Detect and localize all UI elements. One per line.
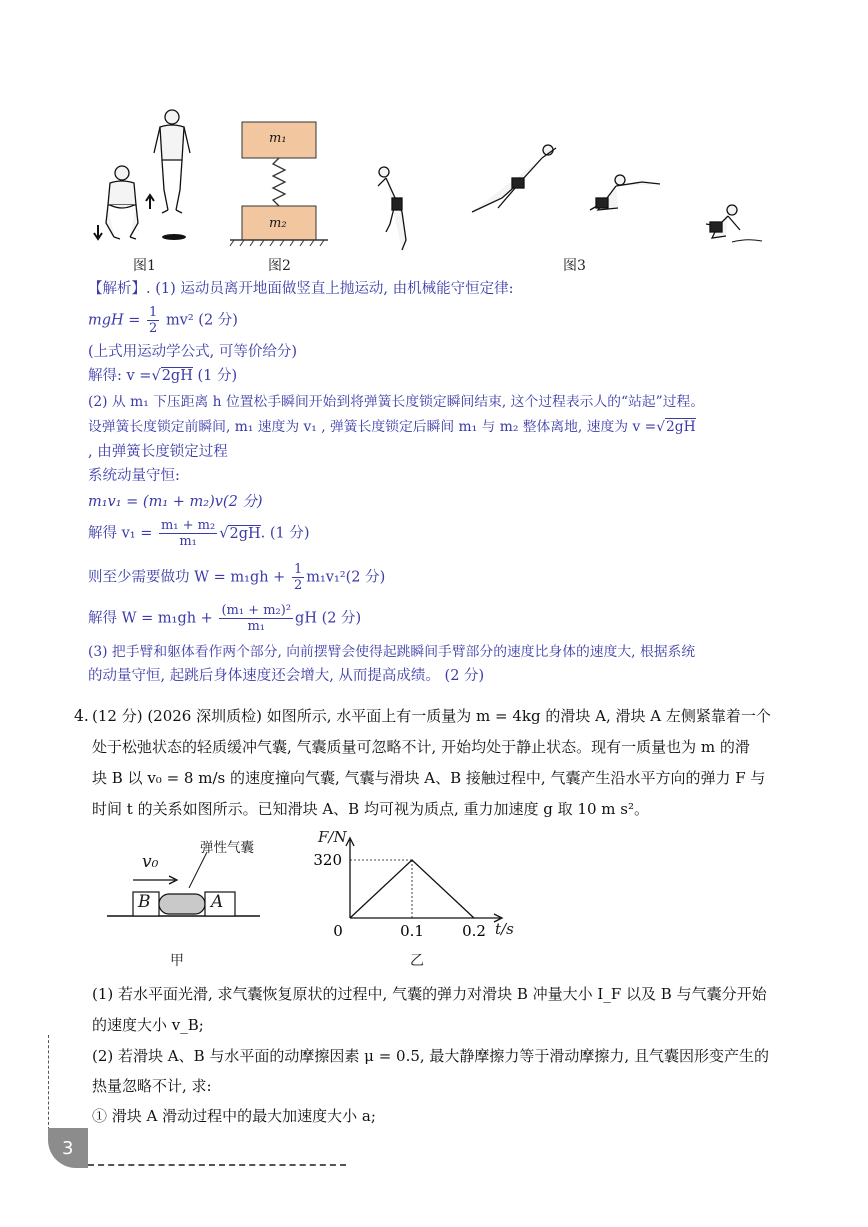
sqrt-sign: √ (151, 368, 161, 384)
fraction-num: (m₁ + m₂)² (221, 603, 292, 618)
fraction-mass-ratio (159, 518, 217, 549)
v0-label: v₀ (142, 852, 159, 872)
sol3-prefix: 解得 W = m₁gh + (88, 610, 213, 627)
sol2-suffix: . (1 分) (260, 525, 310, 542)
solution-header: 【解析】. (1) 运动员离开地面做竖直上抛运动, 由机械能守恒定律: (88, 281, 514, 297)
work-equation (88, 562, 385, 593)
figure-3-label: 图3 (563, 258, 586, 274)
fraction-num: m₁ + m₂ (160, 518, 216, 533)
equation-momentum: m₁v₁ = (m₁ + m₂)v(2 分) (88, 494, 263, 510)
fraction-half-2 (292, 562, 304, 593)
subquestion-1-line2: 的速度大小 v_B; (92, 1016, 204, 1034)
airbag-label: 弹性气囊 (200, 840, 254, 856)
figure-3-long-jump (372, 140, 772, 255)
block-a-label: A (211, 892, 224, 912)
sol2-prefix: 解得 v₁ = (88, 525, 153, 542)
subquestion-1-line1: (1) 若水平面光滑, 求气囊恢复原状的过程中, 气囊的弹力对滑块 B 冲量大小 I_F 以及 B 与气囊分开始 (92, 985, 767, 1003)
chart-ylabel: F/N (318, 828, 347, 846)
work-result (88, 603, 361, 634)
solution-v (88, 367, 237, 385)
airbag (159, 894, 205, 914)
part3-line2: 的动量守恒, 起跳后身体速度还会增大, 从而提高成绩。 (2 分) (88, 668, 485, 684)
chart-caption: 乙 (410, 953, 424, 969)
fraction-half (147, 305, 159, 336)
p2-line2-text: 设弹簧长度锁定前瞬间, m₁ 速度为 v₁ , 弹簧长度锁定后瞬间 m₁ 与 m₂ 整体离地, 速度为 v = (88, 419, 657, 435)
part2-line1: (2) 从 m₁ 下压距离 h 位置松手瞬间开始到将弹簧长度锁定瞬间结束, 这个过程表示人的“站起”过程。 (88, 394, 705, 410)
fraction-den: m₁ (179, 534, 197, 549)
x-tick-label: 0.1 (400, 922, 424, 940)
diagram-jia-caption: 甲 (170, 953, 184, 969)
fraction-den: 2 (293, 578, 303, 593)
subquestion-2-line2: 热量忽略不计, 求: (92, 1077, 212, 1095)
airbag-pointer (189, 852, 207, 888)
page-number: 3 (62, 1138, 74, 1159)
subquestion-2-item1: ① 滑块 A 滑动过程中的最大加速度大小 a; (92, 1107, 376, 1125)
p2-line2-sqrt: 2gH (666, 419, 696, 435)
work-suffix: m₁v₁²(2 分) (306, 569, 386, 586)
question-line1: (12 分) (2026 深圳质检) 如图所示, 水平面上有一质量为 m = 4kg 的滑块 A, 滑块 A 左侧紧靠着一个 (92, 707, 771, 725)
part3-line1: (3) 把手臂和躯体看作两个部分, 向前摆臂会使得起跳瞬间手臂部分的速度比身体的速度大, 根据系统 (88, 644, 696, 660)
figure-2-label: 图2 (268, 258, 291, 274)
question-line4: 时间 t 的关系如图所示。已知滑块 A、B 均可视为质点, 重力加速度 g 取 10 m s²。 (92, 800, 649, 818)
subquestion-2-line1: (2) 若滑块 A、B 与水平面的动摩擦因素 μ = 0.5, 最大静摩擦力等于滑动摩擦力, 且气囊因形变产生的 (92, 1047, 769, 1065)
work-prefix: 则至少需要做功 W = m₁gh + (88, 569, 286, 586)
part2-line4: 系统动量守恒: (88, 468, 180, 484)
block-m1-label: m₁ (269, 131, 287, 146)
sol1-suffix: (1 分) (197, 368, 238, 384)
block-b-label: B (138, 892, 151, 912)
bottom-dashed-line (88, 1164, 346, 1166)
fraction-den: m₁ (247, 619, 265, 634)
x-tick-label: 0 (333, 922, 343, 940)
fraction-mass-squared (219, 603, 293, 634)
sol1-sqrt: 2gH (161, 368, 193, 384)
y-tick-label: 320 (313, 851, 342, 869)
eq1-left: mgH = (88, 312, 141, 329)
figure-1-athlete (92, 105, 202, 250)
sol3-suffix: gH (2 分) (295, 610, 362, 627)
x-tick-label: 0.2 (462, 922, 486, 940)
sol1-prefix: 解得: v = (88, 368, 152, 384)
solution-v1 (88, 518, 310, 549)
chart-xlabel: t/s (495, 920, 514, 938)
question-number: 4. (74, 707, 89, 725)
part2-line3: , 由弹簧长度锁定过程 (88, 444, 228, 460)
sqrt-sign: √ (656, 419, 666, 435)
fraction-num: 1 (149, 305, 158, 320)
part2-line2 (88, 418, 696, 436)
eq1-right: mv² (2 分) (165, 312, 238, 329)
question-line2: 处于松弛状态的轻质缓冲气囊, 气囊质量可忽略不计, 开始均处于静止状态。现有一质量也为 m 的滑 (92, 738, 750, 756)
equation-energy (88, 305, 238, 336)
block-m2-label: m₂ (269, 216, 287, 231)
solution-note: (上式用运动学公式, 可等价给分) (88, 344, 298, 360)
sol2-sqrt: 2gH (229, 525, 261, 542)
sqrt-sign: √ (219, 525, 229, 542)
fraction-num: 1 (293, 562, 303, 577)
margin-dashed-line (48, 1035, 49, 1130)
figure-1-label: 图1 (133, 258, 156, 274)
question-line3: 块 B 以 v₀ = 8 m/s 的速度撞向气囊, 气囊与滑块 A、B 接触过程中, 气囊产生沿水平方向的弹力 F 与 (92, 769, 766, 787)
fraction-den: 2 (149, 321, 158, 336)
